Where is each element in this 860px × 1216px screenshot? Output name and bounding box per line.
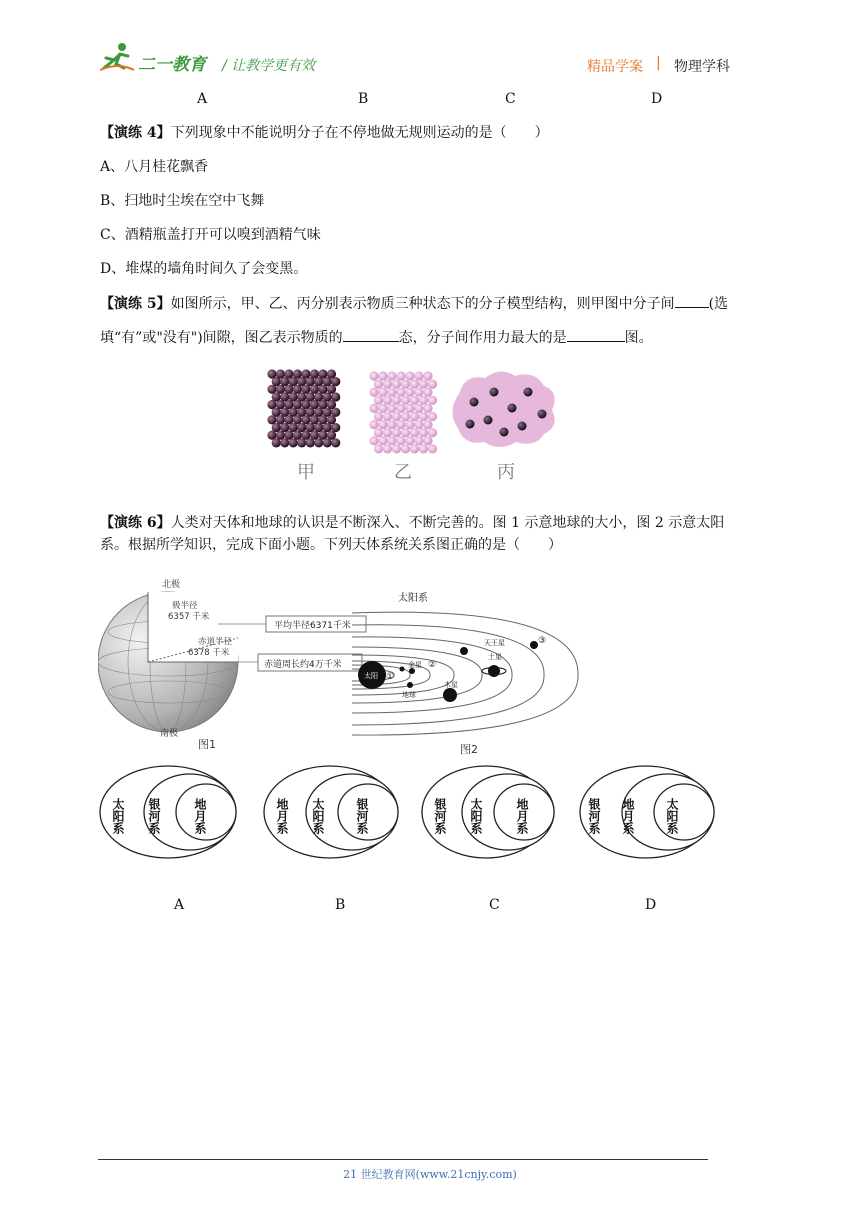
molecule [414, 420, 423, 429]
molecule [392, 412, 401, 421]
figure-1-caption: 图1 [198, 738, 216, 750]
diagram-b-outer-label: 地月系 [275, 798, 289, 834]
question-4-option-d: D、堆煤的墙角时间久了会变黑。 [100, 261, 308, 277]
diagram-d[interactable] [580, 766, 714, 858]
molecule [392, 428, 401, 437]
molecule [369, 420, 378, 429]
diagram-b-inner-label: 银河系 [355, 798, 369, 834]
question-4-option-a: A、八月桂花飘香 [100, 159, 209, 175]
header-slogan: / 让教学更有效 [222, 58, 316, 74]
earth-label: 地球 [402, 691, 416, 699]
mean-radius-label: 平均半径6371千米 [274, 621, 351, 631]
molecule [419, 428, 428, 437]
equator-radius-value: 6378 千米 [188, 648, 230, 658]
gas-molecule-model [452, 371, 554, 447]
equator-radius-label: 赤道半径 [198, 637, 233, 647]
question-6-line-2: 系。根据所学知识，完成下面小题。下列天体系统关系图正确的是（ ） [100, 537, 562, 553]
mark-2: ② [428, 660, 437, 670]
solid-molecule-model [267, 369, 340, 447]
molecule [383, 444, 392, 453]
answer-blank-1[interactable] [675, 293, 709, 308]
molecule [396, 388, 405, 397]
brand-name: 精品学案 [587, 59, 643, 75]
molecule [405, 404, 414, 413]
molecule [428, 380, 437, 389]
diagram-option-d[interactable]: D [645, 897, 657, 913]
answer-blank-3[interactable] [567, 327, 625, 342]
prev-option-b: B [358, 91, 369, 107]
molecule [387, 404, 396, 413]
molecule [401, 396, 410, 405]
sun-label: 太阳 [364, 672, 378, 680]
question-5-line-1: 【演练 5】如图所示，甲、乙、丙分别表示物质三种状态下的分子模型结构，则甲图中分子间 (选 [100, 293, 728, 314]
molecule [323, 438, 332, 447]
molecule [396, 436, 405, 445]
molecule [396, 404, 405, 413]
molecule [387, 420, 396, 429]
polar-radius-label: 极半径 [172, 601, 198, 611]
molecule-models-figure [260, 362, 560, 486]
prev-option-d: D [651, 91, 663, 107]
molecule [396, 420, 405, 429]
uranus-label: 天王星 [484, 639, 505, 647]
diagram-a-outer-label: 太阳系 [111, 798, 125, 834]
molecule [414, 436, 423, 445]
solar-system-figure [350, 585, 590, 760]
molecule [428, 444, 437, 453]
molecule [401, 428, 410, 437]
molecule [428, 396, 437, 405]
molecule [378, 404, 387, 413]
molecule [369, 404, 378, 413]
question-5-tag: 【演练 5】 [100, 296, 171, 312]
molecule [387, 436, 396, 445]
mark-1: ① [386, 672, 395, 682]
molecule [414, 388, 423, 397]
earth-size-figure [98, 578, 368, 750]
footer-text[interactable]: 21 世纪教育网(www.21cnjy.com) [343, 1168, 517, 1181]
molecule [374, 444, 383, 453]
jupiter-label: 木星 [444, 681, 458, 689]
molecule [401, 412, 410, 421]
subject-name: 物理学科 [674, 59, 730, 75]
molecule [289, 438, 298, 447]
molecule [423, 404, 432, 413]
molecule [405, 420, 414, 429]
molecule [423, 420, 432, 429]
molecule [374, 380, 383, 389]
molecule [405, 436, 414, 445]
molecule [383, 428, 392, 437]
molecule [374, 428, 383, 437]
diagram-c[interactable] [422, 766, 554, 858]
question-6-line-1: 【演练 6】人类对天体和地球的认识是不断深入、不断完善的。图 1 示意地球的大小，图 2 示意太阳 [100, 515, 725, 531]
molecule [410, 412, 419, 421]
molecule [410, 444, 419, 453]
molecule [280, 438, 289, 447]
molecule [369, 436, 378, 445]
label-yi: 乙 [394, 462, 412, 483]
logo-runner-icon [100, 42, 136, 72]
molecule [392, 380, 401, 389]
figure-2-caption: 图2 [460, 743, 478, 756]
molecule [378, 388, 387, 397]
molecule [414, 404, 423, 413]
diagram-d-inner-label: 太阳系 [665, 798, 679, 834]
molecule [272, 438, 281, 447]
question-4-text: 下列现象中不能说明分子在不停地做无规则运动的是（ ） [170, 125, 549, 141]
logo-text: 二一教育 [138, 55, 206, 75]
molecule [414, 371, 423, 380]
prev-option-c: C [505, 91, 516, 107]
molecule [401, 444, 410, 453]
diagram-a-middle-label: 银河系 [147, 798, 161, 834]
diagram-d-middle-label: 地月系 [621, 798, 635, 834]
diagram-c-inner-label: 地月系 [515, 798, 529, 834]
diagram-b-middle-label: 太阳系 [311, 798, 325, 834]
molecule [383, 380, 392, 389]
molecule [378, 420, 387, 429]
question-4-option-c: C、酒精瓶盖打开可以嗅到酒精气味 [100, 227, 321, 243]
molecule [369, 371, 378, 380]
molecule [331, 438, 340, 447]
molecule [419, 380, 428, 389]
footer-rule [98, 1159, 708, 1160]
molecule [378, 371, 387, 380]
label-bing: 丙 [497, 462, 515, 483]
polar-radius-value: 6357 千米 [168, 612, 210, 622]
diagram-b[interactable] [264, 766, 398, 858]
molecule [297, 438, 306, 447]
molecule [401, 380, 410, 389]
answer-blank-2[interactable] [343, 327, 399, 342]
header-divider: | [656, 55, 661, 71]
diagram-option-a[interactable]: A [174, 897, 185, 913]
diagram-c-middle-label: 太阳系 [469, 798, 483, 834]
molecule [387, 388, 396, 397]
molecule [392, 444, 401, 453]
venus-label: 金星 [408, 661, 422, 669]
molecule [405, 371, 414, 380]
molecule [306, 438, 315, 447]
mark-3: ③ [538, 636, 547, 646]
molecule [383, 412, 392, 421]
molecule [410, 428, 419, 437]
question-4-tag: 【演练 4】 [100, 125, 171, 141]
diagram-c-outer-label: 银河系 [433, 798, 447, 834]
diagram-option-b[interactable]: B [335, 897, 346, 913]
molecule [314, 438, 323, 447]
molecule [396, 371, 405, 380]
header [0, 0, 860, 80]
liquid-molecule-model [369, 371, 437, 453]
molecule [423, 388, 432, 397]
molecule [423, 371, 432, 380]
diagram-a[interactable] [100, 766, 236, 858]
molecule [374, 412, 383, 421]
question-6-tag: 【演练 6】 [100, 515, 171, 531]
molecule [410, 396, 419, 405]
prev-option-a: A [197, 91, 208, 107]
molecule [405, 388, 414, 397]
molecule [428, 428, 437, 437]
diagram-option-c[interactable]: C [489, 897, 500, 913]
molecule [383, 396, 392, 405]
north-pole-label: 北极 [162, 580, 181, 590]
answer-diagrams [98, 764, 738, 864]
saturn-label: 土星 [488, 653, 502, 661]
molecule [419, 396, 428, 405]
molecule [369, 388, 378, 397]
molecule [387, 371, 396, 380]
molecule [423, 436, 432, 445]
label-jia: 甲 [297, 462, 315, 483]
solar-system-title: 太阳系 [398, 593, 428, 604]
molecule [410, 380, 419, 389]
molecule [419, 444, 428, 453]
question-4-option-b: B、扫地时尘埃在空中飞舞 [100, 193, 265, 209]
molecule [419, 412, 428, 421]
question-4-stem [100, 123, 549, 143]
question-5-line-2: 填“有”或"没有")间隙，图乙表示物质的 态，分子间作用力最大的是 图。 [100, 327, 653, 348]
equator-circumference-label: 赤道周长约4万千米 [264, 660, 342, 670]
diagram-a-inner-label: 地月系 [193, 798, 207, 834]
south-pole-label: 南极 [160, 729, 179, 739]
diagram-d-outer-label: 银河系 [587, 798, 601, 834]
molecule [378, 436, 387, 445]
molecule [392, 396, 401, 405]
molecule [428, 412, 437, 421]
molecule [374, 396, 383, 405]
